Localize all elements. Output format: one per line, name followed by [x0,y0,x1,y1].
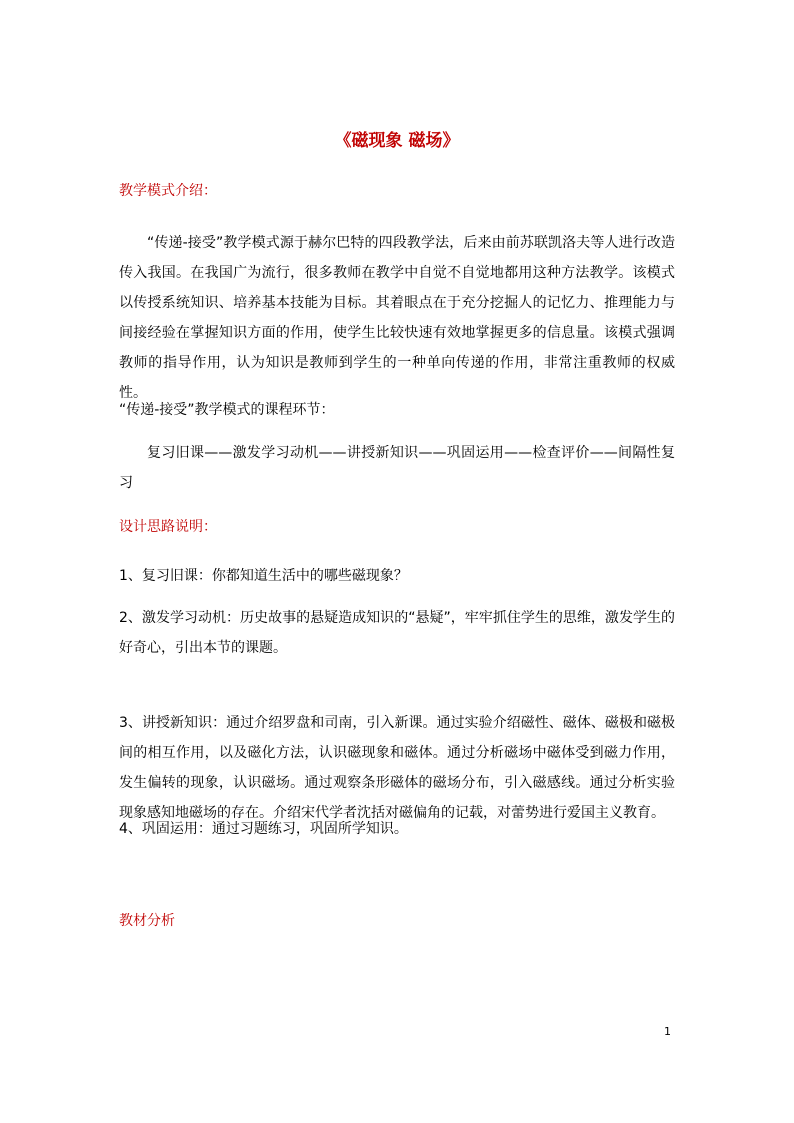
page-number: 1 [664,1025,671,1038]
section-heading-material: 教材分析 [119,913,175,929]
design-item-4: 4、巩固运用：通过习题练习，巩固所学知识。 [119,821,408,837]
design-item-1: 1、复习旧课：你都知道生活中的哪些磁现象？ [119,568,408,584]
document-title: 《磁现象 磁场》 [334,131,460,151]
paragraph-mode-intro: “传递-接受”教学模式源于赫尔巴特的四段教学法，后来由前苏联凯洛夫等人进行改造传入我国。在我国广为流行，很多教师在教学中自觉不自觉地都用这种方法教学。该模式以传授系统知识、培养基本技能为目标。其着眼点在于充分挖掘人的记忆力、推理能力与间接经验在掌握知识方面的作用，使学生比较快速有效地掌握更多的信息量。该模式强调教师的指导作用，认为知识是教师到学生的一种单向传递的作用，非常注重教师的权威性。 [119,235,675,401]
design-item-2: 2、激发学习动机：历史故事的悬疑造成知识的“悬疑”，牢牢抓住学生的思维，激发学生的好奇心，引出本节的课题。 [119,610,675,656]
design-item-3: 3、讲授新知识：通过介绍罗盘和司南，引入新课。通过实验介绍磁性、磁体、磁极和磁极间的相互作用，以及磁化方法，认识磁现象和磁体。通过分析磁场中磁体受到磁力作用，发生偏转的现象，认识磁场。通过观察条形磁体的磁场分布，引入磁感线。通过分析实验现象感知地磁场的存在。介绍宋代学者沈括对磁偏角的记载，对蕾势进行爱国主义教育。 [119,715,675,821]
paragraph-course-steps: 复习旧课——激发学习动机——讲授新知识——巩固运用——检查评价——间隔性复习 [119,445,675,491]
paragraph-course-steps-label: “传递-接受”教学模式的课程环节： [119,402,335,418]
section-heading-design: 设计思路说明： [119,519,217,535]
section-heading-mode-intro: 教学模式介绍： [119,183,217,199]
